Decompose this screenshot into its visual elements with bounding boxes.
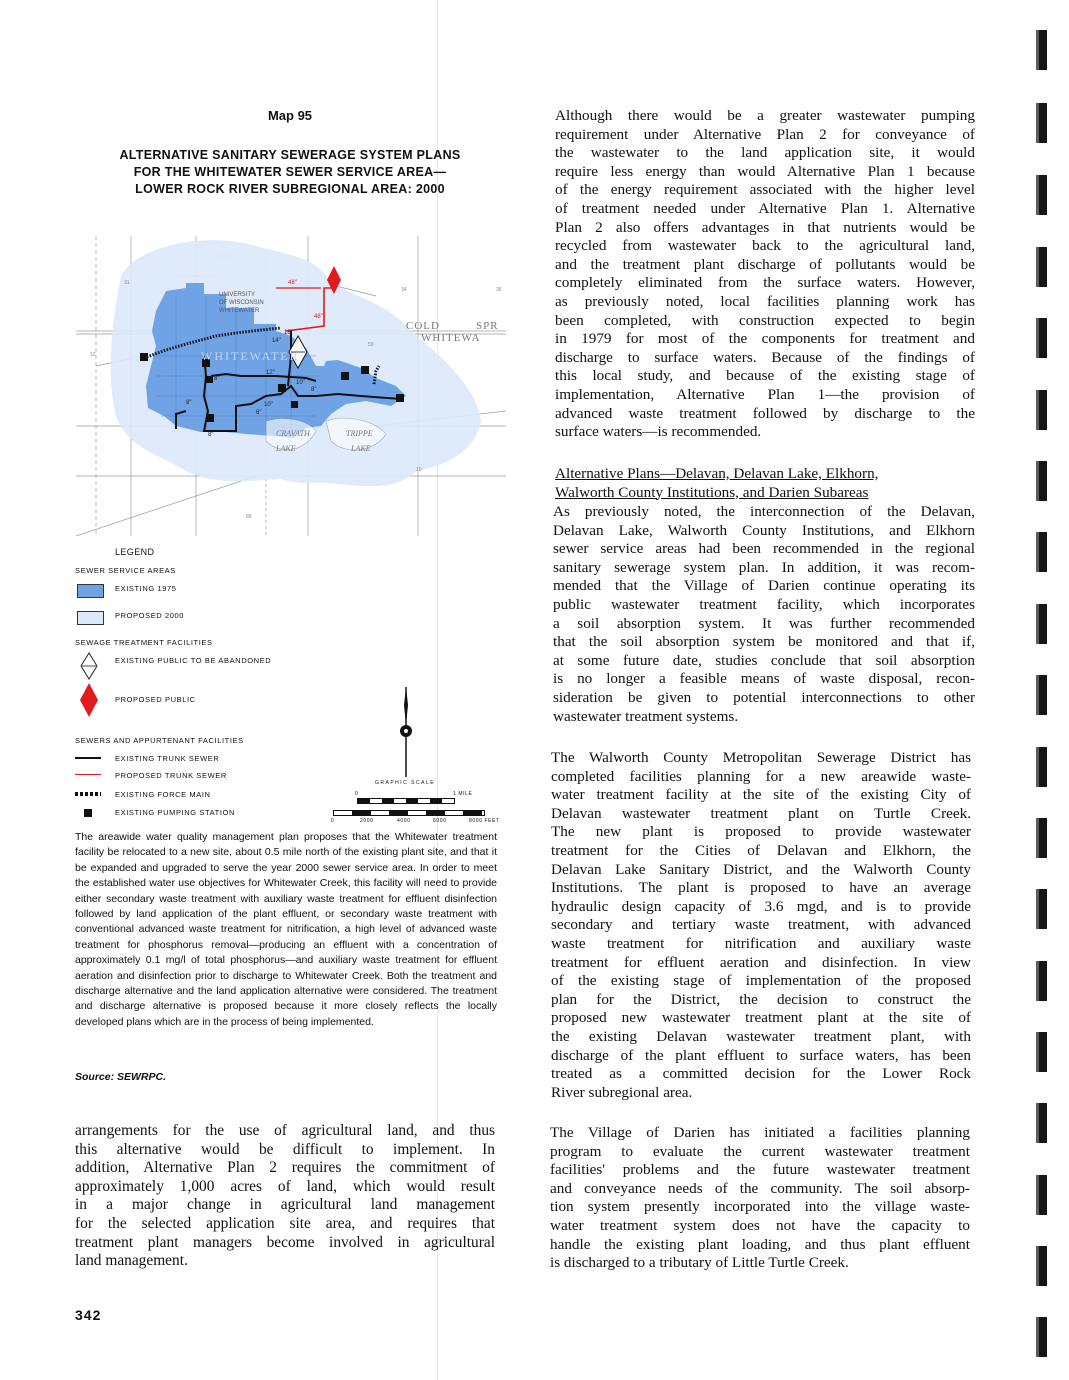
map-label: Map 95 <box>267 108 313 123</box>
text-line: of the energy requirement associated with the higher level <box>555 181 975 199</box>
text-line: waste treatment for nitrification and auxiliary waste <box>551 934 971 952</box>
text-line: arrangements for the use of agricultural land, and thus <box>75 1122 495 1139</box>
binding-mark <box>1036 1175 1047 1215</box>
text-line: Delavan Lake Sanitary District, and the Walworth County <box>551 860 971 878</box>
text-line: treatment for the Cities of Delavan and Elkhorn, the <box>551 841 971 859</box>
text-line: handle the existing plant loading, and thus plant effluent <box>550 1235 970 1253</box>
svg-text:12: 12 <box>90 352 96 358</box>
right-paragraph-3 <box>551 749 971 1102</box>
svg-text:89: 89 <box>246 514 252 520</box>
text-line: The Walworth County Metropolitan Sewerage District has <box>551 749 971 766</box>
binding-mark <box>1036 30 1047 70</box>
text-line: Delavan wastewater treatment plant on Turtle Creek. <box>551 804 971 822</box>
text-line: and conveyance needs of the community. The soil absorp- <box>550 1179 970 1197</box>
text-line: sanitary sewerage system plan. In addition, it was recom- <box>553 558 975 576</box>
text-line: As previously noted, the interconnection of the Delavan, <box>553 503 975 520</box>
text-line: Although there would be a greater wastewater pumping <box>555 107 975 124</box>
text-line: treatment plant managers become involved in agricultural <box>75 1233 495 1251</box>
svg-text:SPR: SPR <box>476 320 499 332</box>
graphic-scale-label: GRAPHIC SCALE <box>375 780 436 786</box>
svg-text:TRIPPE: TRIPPE <box>346 429 373 438</box>
text-line: water treatment facility at the site of the existing City of <box>551 786 971 804</box>
svg-text:6": 6" <box>256 410 262 416</box>
text-line: The new plant is proposed to provide wastewater <box>551 823 971 841</box>
text-line: Plan 2 also offers advantages in that nutrients would be <box>555 218 975 236</box>
map-caption: The areawide water quality management plan proposes that the Whitewater treatment facility be relocated to a new site, about 0.5 mile north of the existing plant site, and that it be expanded and upgraded to serve the year 2000 sewer service area. In order to meet the established water use objectives for Whitewater Creek, this facility will need to provide either secondary waste treatment with auxiliary waste treatment for effluent disinfection followed by land application of the plant effluent, or secondary waste treatment with conventional advanced waste treatment for nitrification, a high level of advanced waste treatment for phosphorus removal—producing an effluent with a concentration of approximately 0.1 mg/l of total phosphorus—and auxiliary waste treatment for effluent aeration and disinfection prior to discharge to Whitewater Creek. Both the treatment and discharge alternative and the land application alternative were considered. The treatment and discharge alternative is proposed because it more closely reflects the locally developed plans which are in the process of being implemented. <box>75 831 497 1028</box>
scale-feet-1: 2000 <box>360 818 374 824</box>
text-line: implementation, Alternative Plan 1—the provision of <box>555 385 975 403</box>
scale-feet-3: 6000 <box>433 818 447 824</box>
text-line: in 1979 for most of the components for treatment and <box>555 330 975 348</box>
force-main-legend-line <box>75 792 101 796</box>
text-line: Institutions. The plant is proposed to have an average <box>551 879 971 897</box>
map-title-line: LOWER ROCK RIVER SUBREGIONAL AREA: 2000 <box>135 182 445 196</box>
text-line: completed facilities planning for a new areawide waste- <box>551 767 971 785</box>
text-line: hydraulic design capacity of 3.6 mgd, and is to provide <box>551 897 971 915</box>
text-line: wastewater treatment systems. <box>553 707 739 725</box>
binding-mark <box>1036 461 1047 501</box>
text-line: discharge of the plant effluent to surface waters, has been <box>551 1046 971 1064</box>
text-line: at some future date, studies conclude that soil absorption <box>553 651 975 669</box>
binding-mark <box>1036 604 1047 644</box>
svg-text:48": 48" <box>314 314 323 320</box>
text-line: approximately 1,000 acres of land, which would result <box>75 1177 495 1195</box>
svg-text:14": 14" <box>272 338 281 344</box>
legend-section-sewer-service-areas: SEWER SERVICE AREAS <box>75 566 176 575</box>
text-line: for the selected application site area, and requires that <box>75 1214 495 1232</box>
svg-text:48": 48" <box>288 280 297 286</box>
text-line: completely eliminated from the surface waters. However, <box>555 274 975 292</box>
svg-text:8": 8" <box>214 376 220 382</box>
sewer-service-map <box>76 236 506 536</box>
binding-mark <box>1036 889 1047 929</box>
section-heading <box>555 465 935 502</box>
legend-section-sewers: SEWERS AND APPURTENANT FACILITIES <box>75 736 244 745</box>
text-line: secondary and tertiary waste treatment, with advanced <box>551 916 971 934</box>
legend-heading: LEGEND <box>115 547 155 557</box>
svg-text:31: 31 <box>124 280 130 286</box>
text-line: water treatment system does not have the capacity to <box>550 1216 970 1234</box>
map-legend <box>75 540 515 830</box>
svg-text:8": 8" <box>311 387 317 393</box>
svg-text:LAKE: LAKE <box>351 444 371 453</box>
binding-mark <box>1036 247 1047 287</box>
text-line: mended that the Village of Darien continue operating its <box>553 577 975 595</box>
text-line: program to evaluate the current wastewater treatment <box>550 1142 970 1160</box>
binding-mark <box>1036 532 1047 572</box>
map-title-line: ALTERNATIVE SANITARY SEWERAGE SYSTEM PLANS <box>119 148 461 162</box>
text-line: this local study, and because of the existing stage of <box>555 367 975 385</box>
legend-proposed-public: PROPOSED PUBLIC <box>115 695 196 704</box>
scale-feet-2: 4000 <box>397 818 411 824</box>
text-line: in a major change in agricultural land management <box>75 1196 495 1214</box>
left-column-paragraph <box>75 1122 495 1271</box>
text-line: Delavan Lake, Walworth County Institutions, and Elkhorn <box>553 521 975 539</box>
existing-trunk-legend-line <box>75 757 101 759</box>
svg-text:10": 10" <box>296 380 305 386</box>
text-line: requirement under Alternative Plan 2 for conveyance of <box>555 125 975 143</box>
svg-text:WHITEWATER: WHITEWATER <box>219 308 260 314</box>
binding-mark <box>1036 961 1047 1001</box>
text-line: a soil absorption system. It was further recommended <box>553 614 975 632</box>
binding-mark <box>1036 818 1047 858</box>
abandoned-plant-legend-icon <box>80 652 98 680</box>
scale-bar-feet <box>333 810 485 816</box>
text-line: tion system presently incorporated into the village waste- <box>550 1198 970 1216</box>
binding-mark <box>1036 675 1047 715</box>
binding-mark <box>1036 103 1047 143</box>
legend-existing-pumping: EXISTING PUMPING STATION <box>115 808 235 817</box>
heading-line: Walworth County Institutions, and Darien Subareas <box>555 483 869 501</box>
legend-existing-trunk: EXISTING TRUNK SEWER <box>115 754 220 763</box>
legend-section-treatment: SEWAGE TREATMENT FACILITIES <box>75 638 213 647</box>
text-line: of the existing stage of implementation of the proposed <box>551 972 971 990</box>
text-line: that the soil absorption system be monitored and that if, <box>553 633 975 651</box>
map-title-line: FOR THE WHITEWATER SEWER SERVICE AREA— <box>133 165 447 179</box>
text-line: treatment for effluent aeration and disinfection. In view <box>551 953 971 971</box>
binding-mark <box>1036 318 1047 358</box>
text-line: The Village of Darien has initiated a facilities planning <box>550 1124 970 1141</box>
text-line: facilities' problems and the future wastewater treatment <box>550 1161 970 1179</box>
svg-text:10": 10" <box>264 402 273 408</box>
caption-source: Source: SEWRPC. <box>75 1071 167 1083</box>
text-line: this alternative would be difficult to implement. In <box>75 1140 495 1158</box>
text-line: discharge to surface waters. Because of the findings of <box>555 348 975 366</box>
text-line: surface waters—is recommended. <box>555 423 762 441</box>
text-line: River subregional area. <box>551 1083 693 1101</box>
north-arrow-icon <box>395 685 417 780</box>
svg-text:59: 59 <box>368 342 374 348</box>
pumping-station-legend-icon <box>84 809 92 817</box>
scale-feet-4: 8000 FEET <box>469 818 500 824</box>
binding-mark <box>1036 1317 1047 1357</box>
legend-proposed-2000: PROPOSED 2000 <box>115 611 185 620</box>
svg-text:WHITEWATER: WHITEWATER <box>201 349 300 363</box>
svg-text:LAKE: LAKE <box>276 444 296 453</box>
text-line: sewer service areas had been recommended in the regional <box>553 540 975 558</box>
svg-text:10: 10 <box>416 467 422 473</box>
text-line: recycled from wastewater back to the agricultural land, <box>555 237 975 255</box>
svg-text:COLD: COLD <box>406 320 440 332</box>
heading-line: Alternative Plans—Delavan, Delavan Lake, Elkhorn, <box>555 465 879 482</box>
text-line: treated as a committed decision for the Lower Rock <box>551 1065 971 1083</box>
legend-existing-1975: EXISTING 1975 <box>115 584 177 593</box>
right-paragraph-1 <box>555 107 975 442</box>
scale-miles-1: 1 MILE <box>453 791 473 797</box>
text-line: the wastewater to the land application site, it would <box>555 144 975 162</box>
text-line: addition, Alternative Plan 2 requires the commitment of <box>75 1159 495 1177</box>
binding-mark <box>1036 1103 1047 1143</box>
binding-mark <box>1036 1032 1047 1072</box>
text-line: and the treatment plant discharge of pollutants would be <box>555 255 975 273</box>
existing-area-swatch <box>77 584 104 598</box>
binding-mark <box>1036 390 1047 430</box>
proposed-trunk-legend-line <box>75 774 101 775</box>
text-line: is no longer a feasible means of waste disposal, recon- <box>553 670 975 688</box>
text-line: is discharged to a tributary of Little Turtle Creek. <box>550 1254 849 1272</box>
text-line: require less energy than would Alternative Plan 1 because <box>555 162 975 180</box>
legend-proposed-trunk: PROPOSED TRUNK SEWER <box>115 771 227 780</box>
svg-text:34: 34 <box>401 287 407 293</box>
svg-text:WHITEWA: WHITEWA <box>421 332 481 344</box>
svg-text:18": 18" <box>284 330 293 336</box>
svg-text:UNIVERSITY: UNIVERSITY <box>219 292 256 298</box>
proposed-plant-legend-icon <box>79 682 99 718</box>
legend-existing-force-main: EXISTING FORCE MAIN <box>115 790 211 799</box>
text-line: land management. <box>75 1252 188 1270</box>
scale-bar-miles <box>357 798 455 804</box>
text-line: sideration be given to potential interconnections to other <box>553 688 975 706</box>
text-line: the existing Delavan wastewater treatment plant, with <box>551 1027 971 1045</box>
binding-mark <box>1036 1246 1047 1286</box>
proposed-area-swatch <box>77 611 104 625</box>
right-paragraph-4 <box>550 1124 970 1273</box>
binding-mark <box>1036 175 1047 215</box>
text-line: plan for the District, the decision to construct the <box>551 990 971 1008</box>
text-line: proposed new wastewater treatment plant at the site of <box>551 1009 971 1027</box>
scale-feet-0: 0 <box>331 818 335 824</box>
svg-text:35: 35 <box>496 287 502 293</box>
legend-existing-abandoned: EXISTING PUBLIC TO BE ABANDONED <box>115 656 272 665</box>
svg-text:12": 12" <box>266 370 275 376</box>
svg-text:OF WISCONSIN: OF WISCONSIN <box>219 300 264 306</box>
text-line: as previously noted, local facilities planning work has <box>555 292 975 310</box>
svg-text:8": 8" <box>186 400 192 406</box>
page-number: 342 <box>75 1307 102 1323</box>
map-title <box>75 147 505 198</box>
svg-text:CRAVATH: CRAVATH <box>276 429 310 438</box>
svg-text:8": 8" <box>208 432 214 438</box>
binding-mark <box>1036 747 1047 787</box>
scale-miles-0: 0 <box>355 791 359 797</box>
text-line: public wastewater treatment facility, which incorporates <box>553 595 975 613</box>
text-line: advanced waste treatment followed by discharge to the <box>555 404 975 422</box>
text-line: of treatment needed under Alternative Plan 1. Alternative <box>555 199 975 217</box>
right-paragraph-2 <box>553 503 975 726</box>
text-line: been completed, with construction expected to begin <box>555 311 975 329</box>
